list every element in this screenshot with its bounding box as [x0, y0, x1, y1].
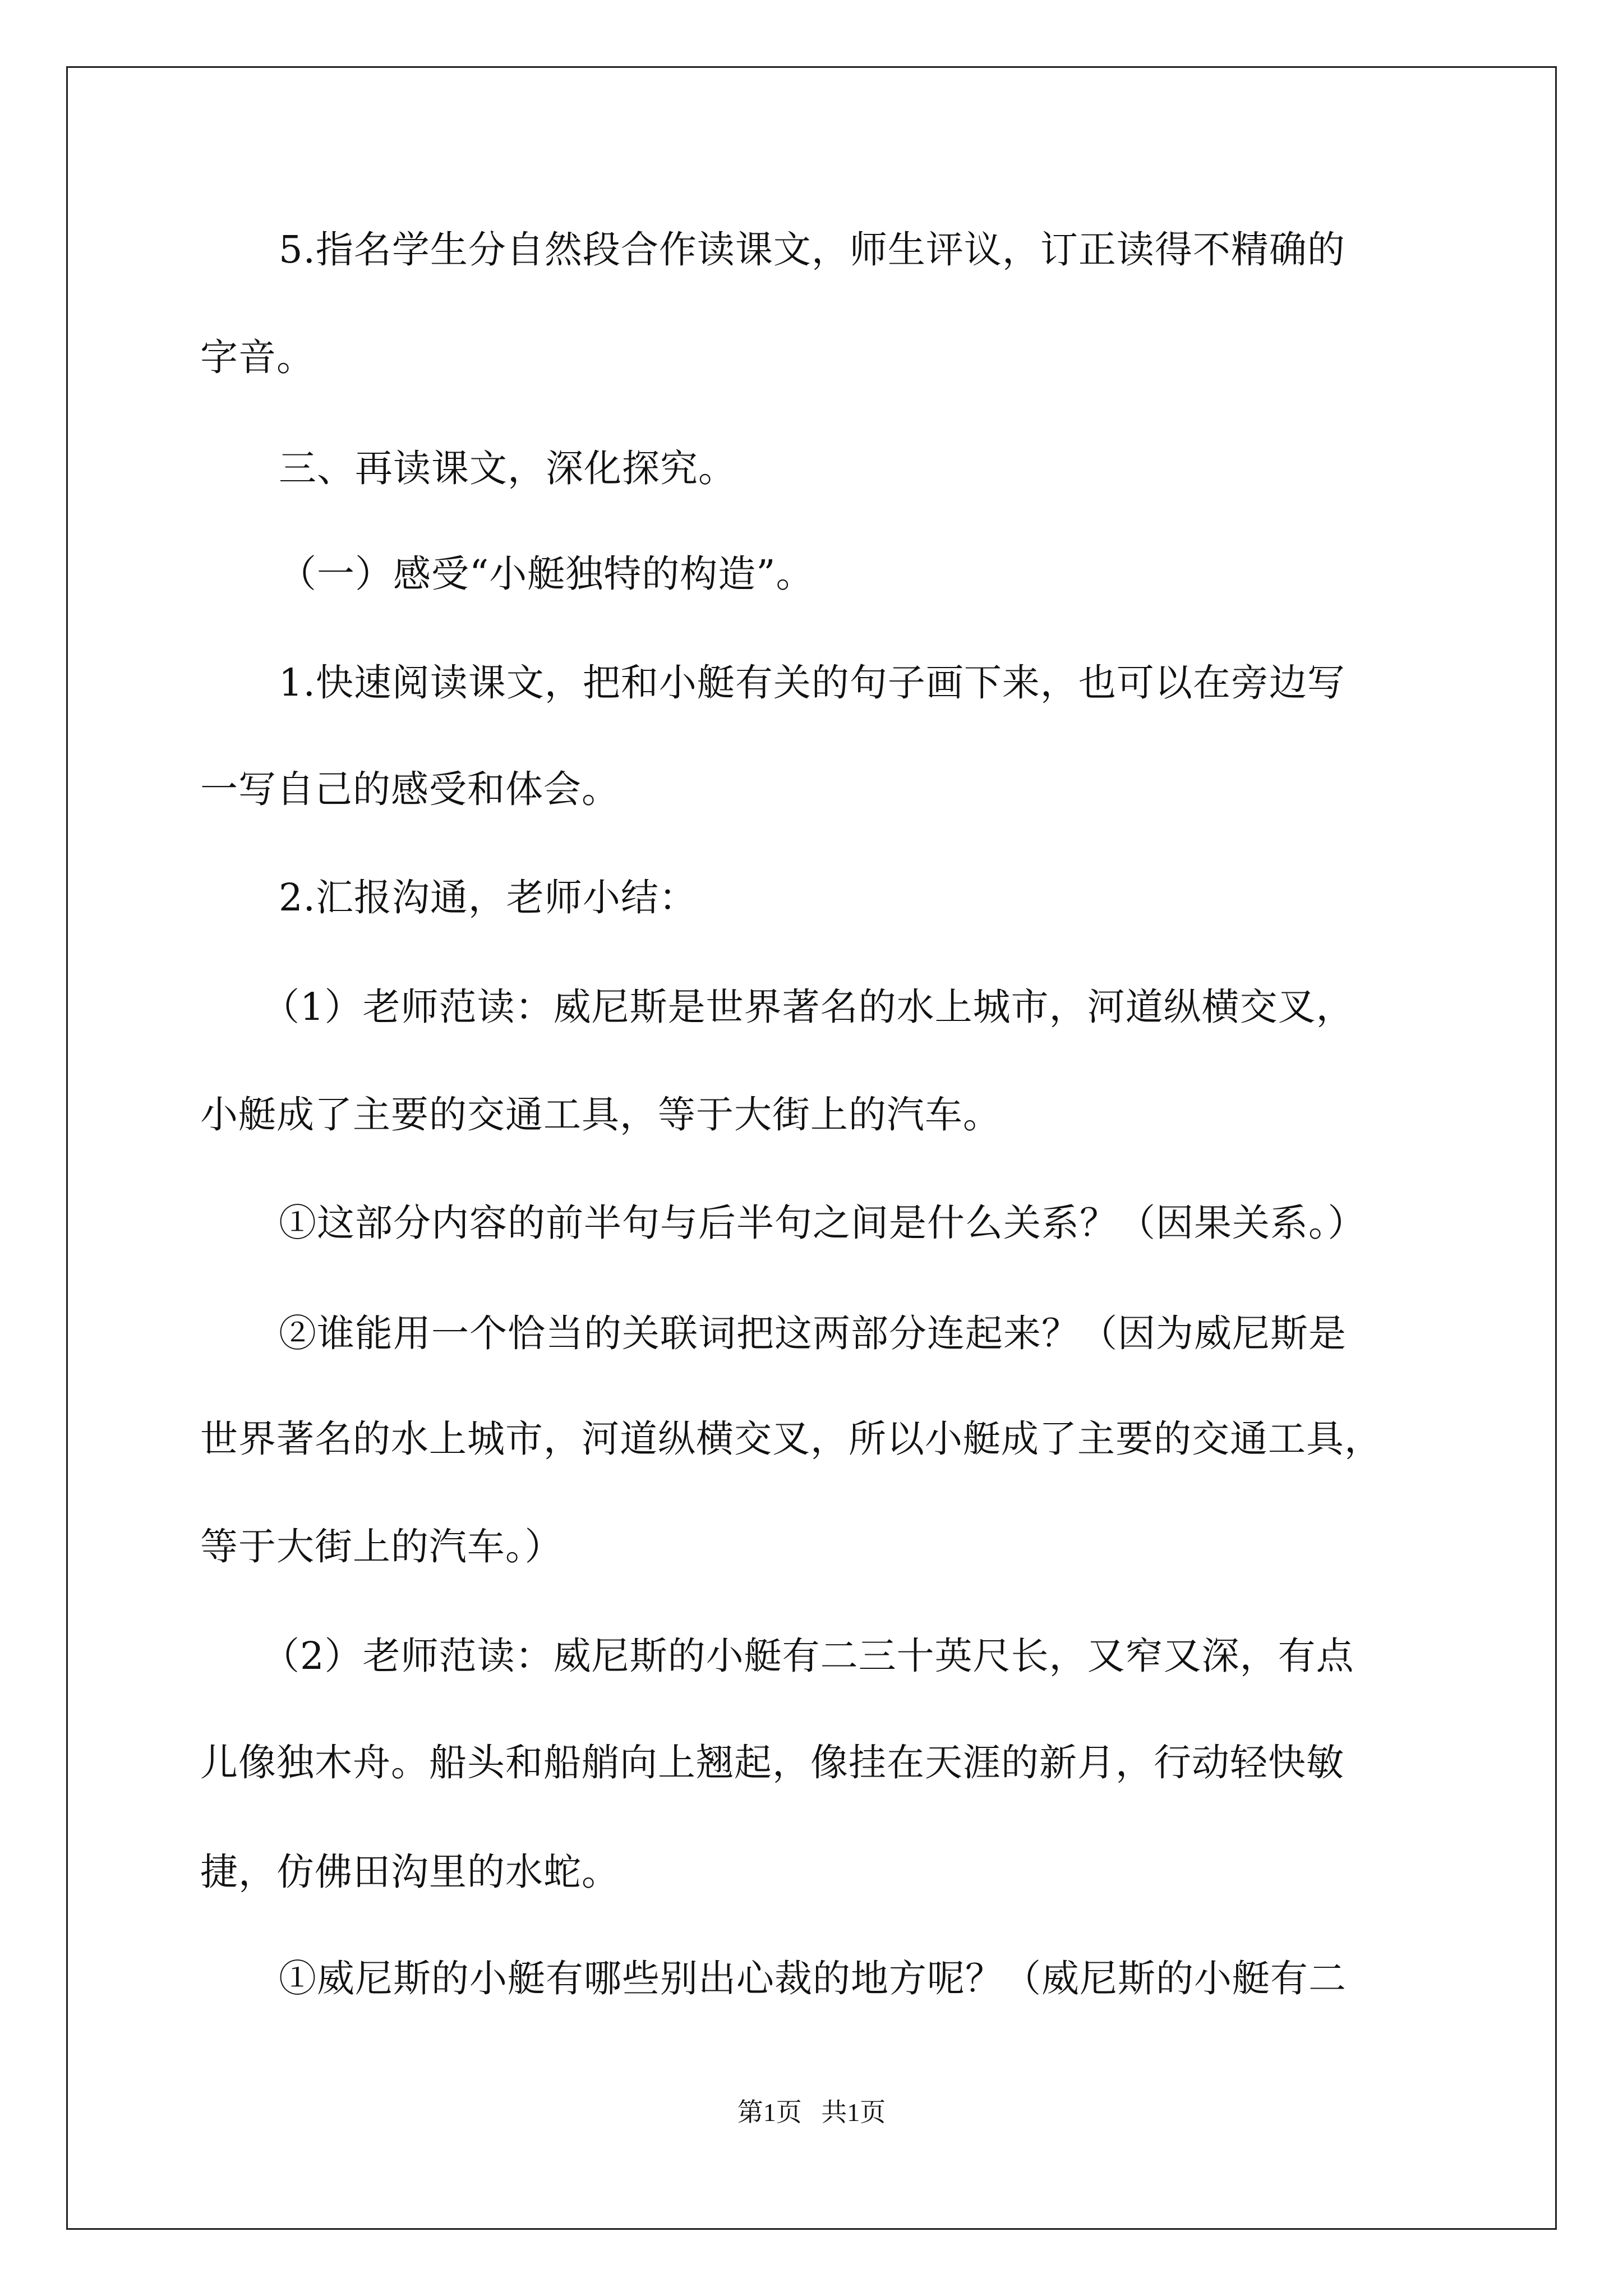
text-line: ①威尼斯的小艇有哪些别出心裁的地方呢？（威尼斯的小艇有二	[279, 1957, 1347, 2000]
subsection-heading: （一）感受“小艇独特的构造”。	[279, 552, 814, 596]
text-line: 字音。	[200, 335, 315, 379]
text-line: 儿像独木舟。船头和船艄向上翘起，像挂在天涯的新月，行动轻快敏	[200, 1741, 1344, 1784]
text-line: 等于大街上的汽车。）	[200, 1525, 563, 1568]
text-line: （1）老师范读：威尼斯是世界著名的水上城市，河道纵横交叉，	[262, 985, 1354, 1029]
section-heading: 三、再读课文，深化探究。	[279, 447, 736, 490]
text-line: 5.指名学生分自然段合作读课文，师生评议，订正读得不精确的	[279, 228, 1345, 272]
text-line: 1.快速阅读课文，把和小艇有关的句子画下来，也可以在旁边写	[279, 661, 1345, 705]
page-footer: 第1页 共1页	[737, 2098, 886, 2127]
text-line: ②谁能用一个恰当的关联词把这两部分连起来？（因为威尼斯是	[279, 1312, 1347, 1355]
text-line: 捷，仿佛田沟里的水蛇。	[200, 1850, 620, 1894]
text-line: 小艇成了主要的交通工具，等于大街上的汽车。	[200, 1093, 1001, 1137]
page-border	[66, 66, 1557, 2230]
text-line: 2.汇报沟通，老师小结：	[279, 876, 697, 919]
text-line: 一写自己的感受和体会。	[200, 767, 620, 811]
text-line: 世界著名的水上城市，河道纵横交叉，所以小艇成了主要的交通工具，	[200, 1417, 1382, 1461]
text-line: （2）老师范读：威尼斯的小艇有二三十英尺长，又窄又深，有点	[262, 1634, 1354, 1678]
text-line: ①这部分内容的前半句与后半句之间是什么关系？（因果关系。）	[279, 1201, 1366, 1245]
